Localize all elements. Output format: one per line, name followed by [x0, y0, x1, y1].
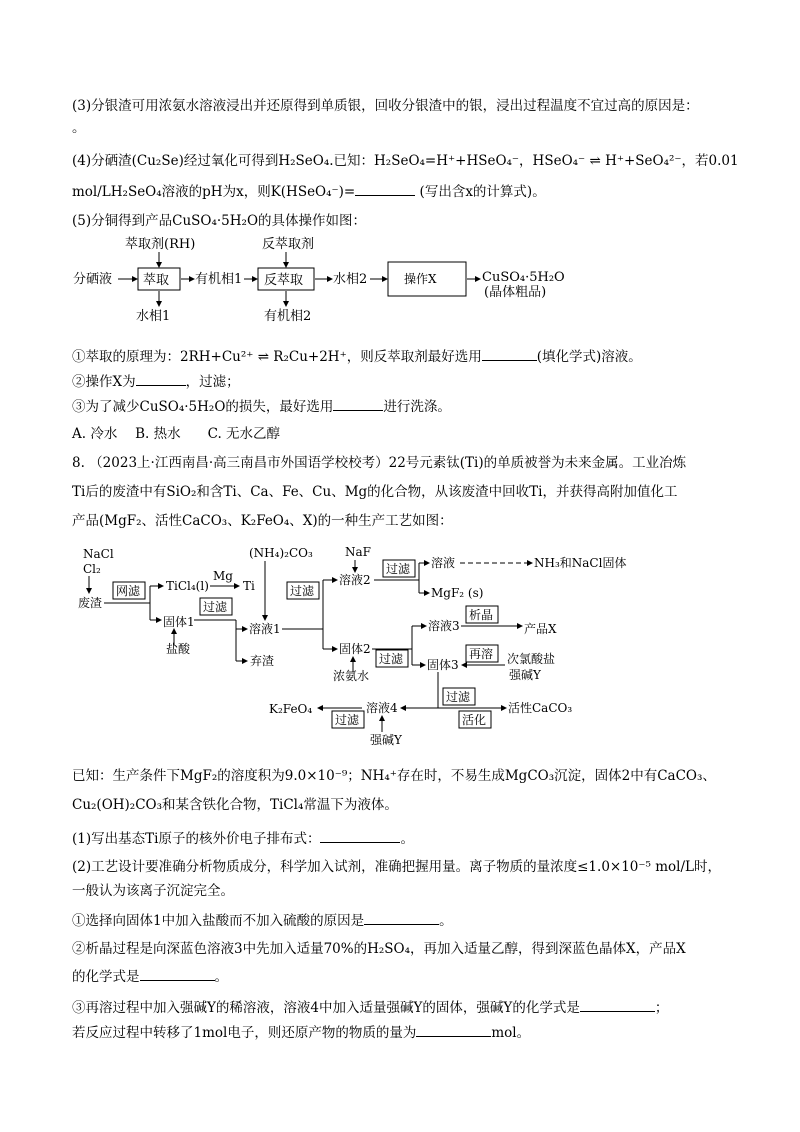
svg-text:过滤: 过滤 [379, 652, 404, 666]
product-label: CuSO₄·5H₂O [482, 270, 565, 285]
q8-q2-line1: (2)工艺设计要准确分析物质成分，科学加入试剂，准确把握用量。离子物质的量浓度≤1.0×10⁻⁵ mol/L时， [72, 859, 721, 875]
q7-part4-line2: mol/LH₂SeO₄溶液的pH为x，则K(HSeO₄⁻)= (写出含x的计算式)。 [72, 181, 732, 202]
water2-label: 水相2 [333, 272, 368, 287]
q7-part3-tail: 。 [72, 120, 86, 136]
svg-text:过滤: 过滤 [335, 713, 360, 727]
q8-q2-sub3-line2: 若反应过程中转移了1mol电子，则还原产物的物质的量为 mol。 [72, 1022, 732, 1043]
extractant-label: 萃取剂(RH) [125, 237, 196, 252]
hcl-label: 盐酸 [166, 642, 191, 656]
svg-text:过滤: 过滤 [203, 600, 228, 614]
q8-q2-line2: 一般认为该离子沉淀完全。 [72, 883, 234, 899]
svg-text:再溶: 再溶 [469, 647, 494, 661]
mg-label: Mg [213, 569, 233, 583]
answer-blank[interactable] [416, 1022, 491, 1037]
waste-label: 废渣 [78, 596, 103, 610]
strong-base-y-label: 强碱Y [509, 668, 541, 682]
back-extraction-box-label: 反萃取 [264, 273, 304, 288]
q7-part3: (3)分银渣可用浓氨水溶液浸出并还原得到单质银，回收分银渣中的银，浸出过程温度不宜过高的原因是： [72, 98, 699, 114]
k2feo4-label: K₂FeO₄ [269, 702, 313, 716]
solution1-label: 溶液1 [249, 622, 281, 636]
q7-sub3: ③为了减少CuSO₄·5H₂O的损失，最好选用 进行洗涤。 [72, 396, 732, 417]
nh3-nacl-label: NH₃和NaCl固体 [534, 556, 627, 570]
solid1-label: 固体1 [163, 615, 195, 629]
strong-base-y2-label: 强碱Y [370, 733, 402, 747]
svg-text:过滤: 过滤 [386, 562, 411, 576]
hypochlorite-label: 次氯酸盐 [507, 652, 556, 666]
q8-intro3: 产品(MgF₂、活性CaCO₃、K₂FeO₄、X)的一种生产工艺如图： [72, 513, 453, 529]
ammonia-label: 浓氨水 [333, 669, 370, 683]
extraction-box-label: 萃取 [143, 273, 170, 288]
answer-blank[interactable] [136, 371, 186, 386]
svg-text:网滤: 网滤 [116, 584, 141, 598]
svg-text:析晶: 析晶 [469, 608, 494, 622]
q8-known1: 已知：生产条件下MgF₂的溶度积为9.0×10⁻⁹；NH₄⁺存在时，不易生成MgCO₃沉淀，固体2中有CaCO₃、 [72, 768, 716, 784]
q8-q2-sub1: ①选择向固体1中加入盐酸而不加入硫酸的原因是 。 [72, 910, 732, 931]
q8-intro1: 8. （2023上·江西南昌·高三南昌市外国语学校校考）22号元素钛(Ti)的单质被誉为未来金属。工业冶炼 [72, 455, 687, 471]
operation-x-label: 操作X [404, 272, 437, 286]
q8-intro2: Ti后的废渣中有SiO₂和含Ti、Ca、Fe、Cu、Mg的化合物，从该废渣中回收Ti，并获得高附加值化工 [72, 484, 678, 500]
q7-options: A. 冷水 B. 热水 C. 无水乙醇 [72, 426, 281, 442]
naf-label: NaF [345, 545, 371, 559]
organic2-label: 有机相2 [264, 309, 312, 324]
solid3-label: 固体3 [427, 658, 459, 672]
answer-blank[interactable] [364, 910, 439, 925]
ti-label: Ti [243, 579, 255, 593]
q8-q2-sub3-line1: ③再溶过程中加入强碱Y的稀溶液，溶液4中加入适量强碱Y的固体，强碱Y的化学式是 ； [72, 997, 732, 1018]
start-label: 分硒液 [73, 272, 113, 287]
q8-known2: Cu₂(OH)₂CO₃和某含铁化合物，TiCl₄常温下为液体。 [72, 797, 398, 813]
nh4co3-label: (NH₄)₂CO₃ [249, 546, 313, 560]
liquid-label: 溶液 [431, 556, 456, 570]
answer-blank[interactable] [320, 828, 400, 843]
q7-part5: (5)分铜得到产品CuSO₄·5H₂O的具体操作如图： [72, 213, 367, 229]
solid2-label: 固体2 [339, 642, 371, 656]
answer-blank[interactable] [482, 346, 537, 361]
q8-q2-sub2-line1: ②析晶过程是向深蓝色溶液3中先加入适量70%的H₂SO₄，再加入适量乙醇，得到深蓝色晶体X，产品X [72, 941, 686, 957]
q7-sub2: ②操作X为 ，过滤； [72, 371, 732, 392]
organic1-label: 有机相1 [195, 272, 243, 287]
q8-q2-sub2-line2: 的化学式是 。 [72, 966, 732, 987]
solution4-label: 溶液4 [366, 701, 398, 715]
residue-label: 弃渣 [250, 654, 275, 668]
svg-text:活化: 活化 [462, 713, 487, 727]
q7-part4-line1: (4)分硒渣(Cu₂Se)经过氧化可得到H₂SeO₄.已知：H₂SeO₄=H⁺+HSeO₄⁻，HSeO₄⁻ ⇌ H⁺+SeO₄²⁻，若0.01 [72, 153, 739, 169]
q7-sub1: ①萃取的原理为：2RH+Cu²⁺ ⇌ R₂Cu+2H⁺，则反萃取剂最好选用 (填化学式)溶液。 [72, 346, 732, 367]
nacl-label: NaCl [83, 547, 114, 561]
answer-blank[interactable] [333, 396, 383, 411]
answer-blank[interactable] [140, 966, 215, 981]
mgf2-label: MgF₂ (s) [431, 586, 484, 600]
svg-text:过滤: 过滤 [446, 690, 471, 704]
answer-blank[interactable] [580, 997, 655, 1012]
product-note-label: (晶体粗品) [484, 285, 547, 300]
solution3-label: 溶液3 [428, 619, 460, 633]
q8-q1: (1)写出基态Ti原子的核外价电子排布式： 。 [72, 828, 732, 849]
cl2-label: Cl₂ [83, 562, 101, 576]
caco3-label: 活性CaCO₃ [508, 701, 573, 715]
svg-text:过滤: 过滤 [290, 584, 315, 598]
ticl4-label: TiCl₄(l) [166, 579, 209, 593]
water1-label: 水相1 [136, 309, 171, 324]
solution2-label: 溶液2 [339, 573, 371, 587]
back-extractant-label: 反萃取剂 [262, 237, 315, 252]
product-x-label: 产品X [524, 622, 557, 636]
